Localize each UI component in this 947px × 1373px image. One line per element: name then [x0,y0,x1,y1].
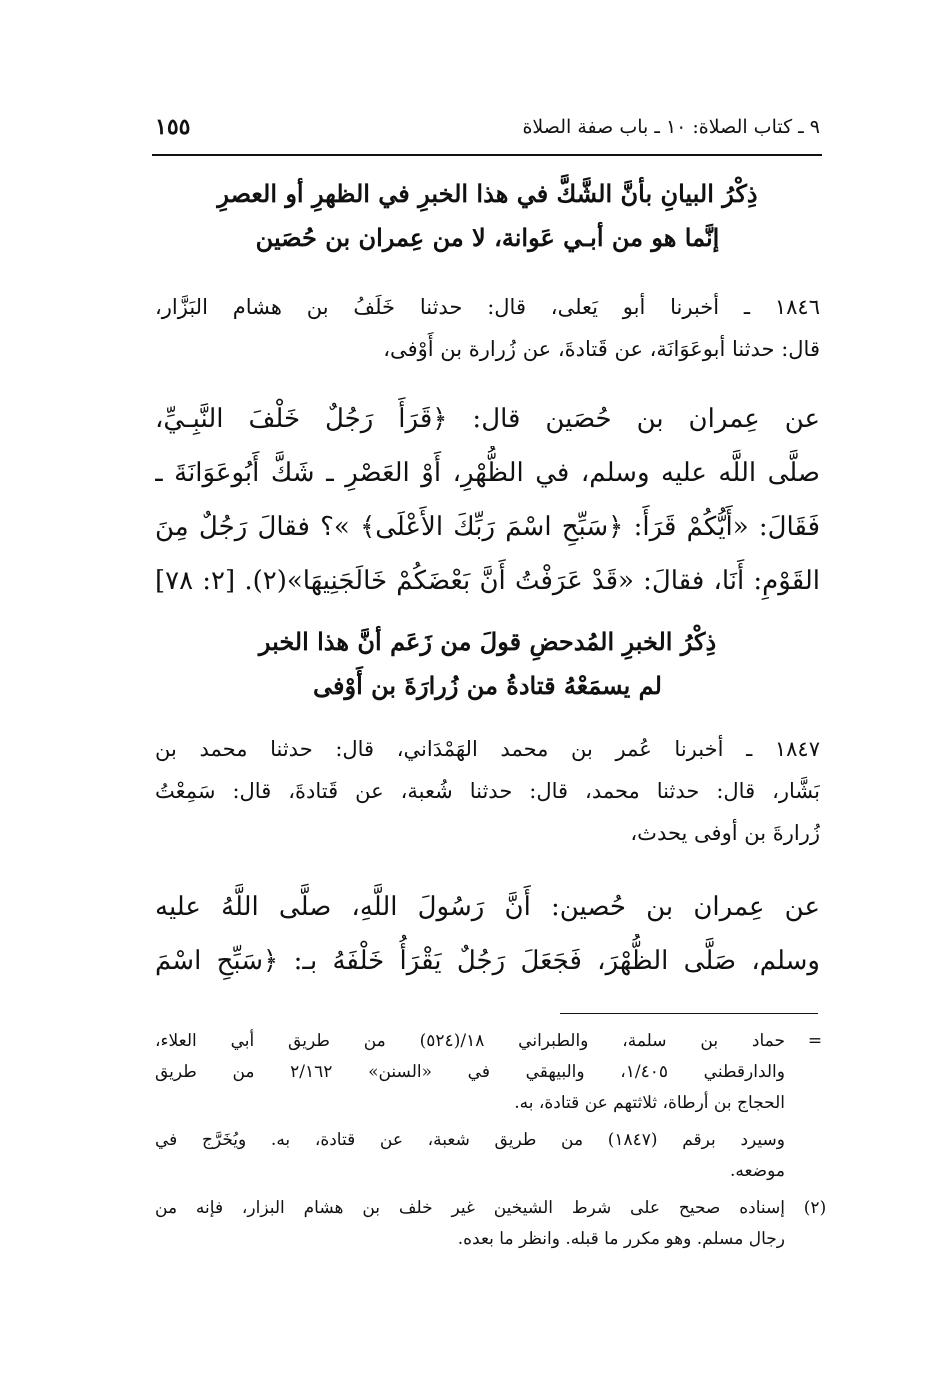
footnote-separator [560,1013,818,1014]
chain-line: ١٨٤٦ ـ أخبرنا أبو يَعلى، قال: حدثنا خَلَفُ بن هشام البَزَّار، [155,295,820,319]
page-number: ١٥٥ [155,114,191,140]
footnote-line: الحجاج بن أرطاة، ثلاثتهم عن قتادة، به. [514,1093,785,1113]
footnote-line: موضعه. [729,1161,785,1181]
footnote-line: وسيرد برقم (١٨٤٧) من طريق شعبة، عن قتادة، به. ويُخَرَّج في [155,1130,785,1150]
chain-line: زُرارةَ بن أوفى يحدث، [630,821,820,845]
matn-line: صلَّى اللَّه عليه وسلم، في الظُّهْرِ، أَوْ العَصْرِ ـ شَكَّ أَبُوعَوَانَةَ ـ [155,458,820,488]
footnote-mark: (٢) [803,1198,827,1218]
matn-line: وسلم، صَلَّى الظُّهْرَ، فَجَعَلَ رَجُلٌ يَقْرَأُ خَلْفَهُ بـ: ﴿سَبِّحِ اسْمَ [155,946,820,976]
footnote-line: إسناده صحيح على شرط الشيخين غير خلف بن هشام البزار، فإنه من [155,1198,785,1218]
chain-line: ١٨٤٧ ـ أخبرنا عُمر بن محمد الهَمْدَاني، قال: حدثنا محمد بن [155,737,820,761]
chain-line: قال: حدثنا أبوعَوَانَة، عن قَتادةَ، عن زُرارة بن أَوْفى، [383,337,820,361]
footnote-mark: = [807,1031,823,1051]
heading-line: ذِكْرُ البيانِ بأنَّ الشَّكَّ في هذا الخبرِ في الظهرِ أو العصرِ [217,179,758,208]
footnote-paragraph [155,1125,835,1187]
hadith-1846-text [155,392,820,608]
footnote-continued [155,1026,835,1119]
matn-line: فَقَالَ: «أَيُّكُمْ قَرَأَ: ﴿سَبِّحِ اسْمَ رَبِّكَ الأَعْلَى﴾ »؟ فقالَ رَجُلٌ مِنَ [155,512,820,542]
running-title: ٩ ـ كتاب الصلاة: ١٠ ـ باب صفة الصلاة [522,116,820,138]
footnote-2 [155,1193,835,1255]
matn-line: عن عِمران بن حُصين: أَنَّ رَسُولَ اللَّهِ، صلَّى اللَّهُ عليه [155,892,820,922]
footnotes [155,1026,835,1261]
matn-line: عن عِمران بن حُصَين قال: ﴿قَرَأَ رَجُلٌ خَلْفَ النَّبِـيِّ، [155,404,820,434]
hadith-1847-text [155,880,820,988]
heading-line: إنَّما هو من أبـي عَوانة، لا من عِمران بن حُصَين [255,223,720,252]
section-heading-2 [155,620,820,708]
footnote-line: والدارقطني ١/٤٠٥، والبيهقي في «السنن» ٢/١٦٢ من طريق [155,1062,785,1082]
heading-line: لم يسمَعْهُ قتادةُ من زُرارَةَ بن أَوْفى [313,671,662,700]
footnote-line: رجال مسلم. وهو مكرر ما قبله. وانظر ما بعده. [457,1229,785,1249]
chain-line: بَشَّار، قال: حدثنا محمد، قال: حدثنا شُعبة، عن قَتادةَ، قال: سَمِعْتُ [155,779,820,803]
footnote-line: حماد بن سلمة، والطبراني ١٨/(٥٢٤) من طريق أبي العلاء، [155,1031,785,1051]
header-rule [152,154,822,156]
heading-line: ذِكْرُ الخبرِ المُدحضِ قولَ من زَعَم أنَّ هذا الخبر [258,627,717,656]
section-heading-1 [155,172,820,260]
hadith-1846-chain [155,286,820,370]
hadith-1847-chain [155,728,820,854]
page-header [155,108,820,148]
matn-line: القَوْمِ: أَنَا، فقالَ: «قَدْ عَرَفْتُ أَنَّ بَعْضَكُمْ خَالَجَنِيهَا»(٢). [٢: ٧٨] [155,566,820,596]
